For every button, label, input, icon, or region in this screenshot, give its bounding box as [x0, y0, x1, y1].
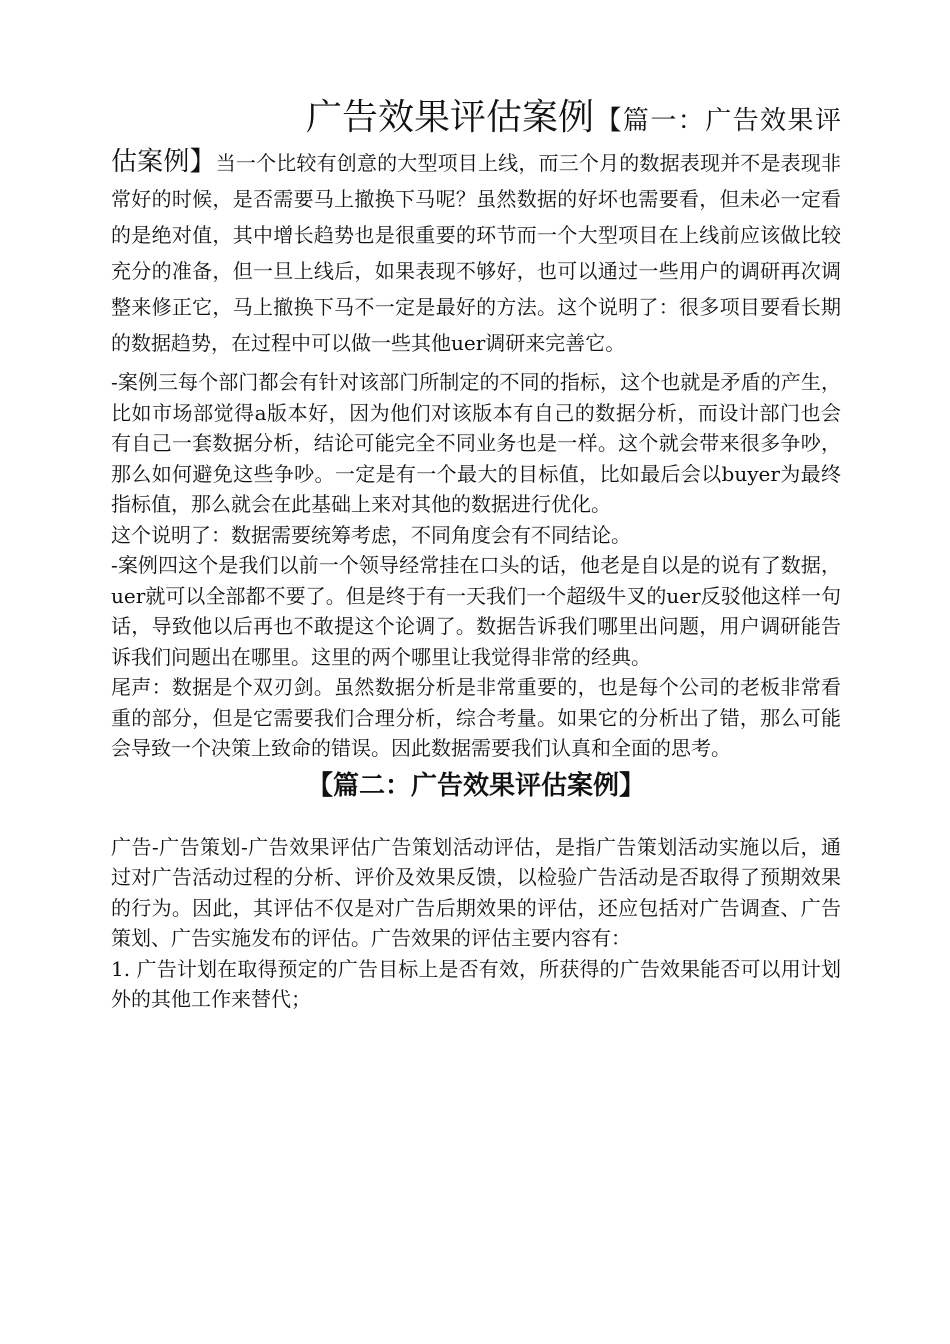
part2-heading: 【篇二：广告效果评估案例】 [306, 770, 645, 801]
part1-heading: 【篇一：广告效果评估案例】 [111, 106, 841, 177]
part1-intro-paragraph [111, 92, 841, 361]
case3-conclusion: 这个说明了：数据需要统筹考虑，不同角度会有不同结论。 [111, 522, 631, 547]
part2-intro-paragraph: 广告-广告策划-广告效果评估广告策划活动评估，是指广告策划活动实施以后，通过对广告活动过程的分析、评价及效果反馈，以检验广告活动是否取得了预期效果的行为。因此，其评估不仅是对广告后期效果的评估，还应包括对广告调查、广告策划、广告实施发布的评估。广告效果的评估主要内容有： [111, 834, 841, 950]
ending-paragraph: 尾声：数据是个双刃剑。虽然数据分析是非常重要的，也是每个公司的老板非常看重的部分，但是它需要我们合理分析，综合考量。如果它的分析出了错，那么可能会导致一个决策上致命的错误。因此数据需要我们认真和全面的思考。 [111, 675, 841, 760]
document-body [111, 92, 841, 1015]
case3-paragraph: -案例三每个部门都会有针对该部门所制定的不同的指标，这个也就是矛盾的产生，比如市场部觉得a版本好，因为他们对该版本有自己的数据分析，而设计部门也会有自己一套数据分析，结论可能完全不同业务也是一样。这个就会带来很多争吵，那么如何避免这些争吵。一定是有一个最大的目标值，比如最后会以buyer为最终指标值，那么就会在此基础上来对其他的数据进行优化。 [111, 370, 841, 516]
case4-paragraph: -案例四这个是我们以前一个领导经常挂在口头的话，他老是自以是的说有了数据，uer就可以全部都不要了。但是终于有一天我们一个超级牛叉的uer反驳他这样一句话，导致他以后再也不敢提这个论调了。数据告诉我们哪里出问题，用户调研能告诉我们问题出在哪里。这里的两个哪里让我觉得非常的经典。 [111, 553, 841, 669]
main-title: 广告效果评估案例 [306, 97, 595, 138]
list-item-1: 1. 广告计划在取得预定的广告目标上是否有效，所获得的广告效果能否可以用计划外的其他工作来替代； [111, 956, 841, 1011]
part1-intro-text: 当一个比较有创意的大型项目上线，而三个月的数据表现并不是表现非常好的时候，是否需要马上撤换下马呢？虽然数据的好坏也需要看，但未必一定看的是绝对值，其中增长趋势也是很重要的环节而一个大型项目在上线前应该做比较充分的准备，但一旦上线后，如果表现不够好，也可以通过一些用户的调研再次调整来修正它，马上撤换下马不一定是最好的方法。这个说明了：很多项目要看长期的数据趋势，在过程中可以做一些其他uer调研来完善它。 [111, 151, 841, 355]
